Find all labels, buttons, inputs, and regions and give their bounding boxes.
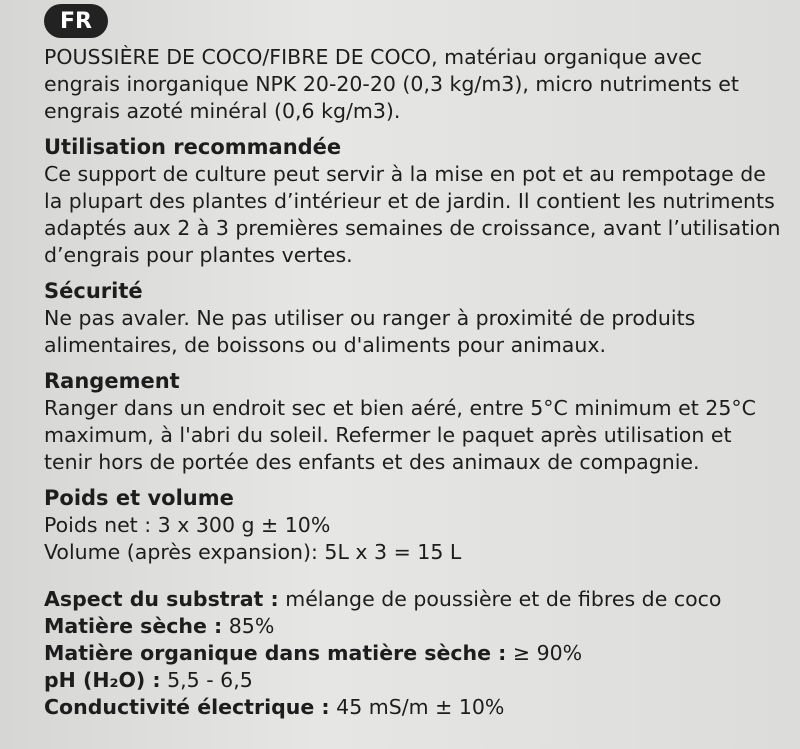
property-value: mélange de poussière et de fibres de coco <box>278 587 722 611</box>
section-text: Ne pas avaler. Ne pas utiliser ou ranger à proximité de produits alimentaires, de boissons ou d'aliments pour animaux. <box>44 306 696 357</box>
section-title: Sécurité <box>44 279 143 303</box>
language-badge: FR <box>44 4 108 38</box>
section-securite <box>44 277 784 359</box>
net-weight: Poids net : 3 x 300 g ± 10% <box>44 513 331 537</box>
property-value: 85% <box>222 614 275 638</box>
property-value: ≥ 90% <box>506 641 583 665</box>
section-text: Ce support de culture peut servir à la mise en pot et au rempotage de la plupart des plantes d’intérieur et de jardin. Il contient les nutriments adaptés aux 2 à 3 premières semaines de croissance, avant l’utilisation d’engrais pour plantes vertes. <box>44 162 781 267</box>
section-title: Poids et volume <box>44 486 234 510</box>
property-label: Aspect du substrat : <box>44 587 279 611</box>
section-rangement <box>44 367 784 476</box>
label-content <box>44 44 784 721</box>
property-row <box>44 613 784 640</box>
property-row <box>44 640 784 667</box>
property-label: Matière sèche : <box>44 614 223 638</box>
volume: Volume (après expansion): 5L x 3 = 15 L <box>44 540 462 564</box>
property-label: pH (H₂O) : <box>44 668 161 692</box>
section-title: Utilisation recommandée <box>44 135 342 159</box>
property-row <box>44 586 784 613</box>
property-row <box>44 667 784 694</box>
intro-text: POUSSIÈRE DE COCO/FIBRE DE COCO, matériau organique avec engrais inorganique NPK 20-20-20 (0,3 kg/m3), micro nutriments et engrais azoté minéral (0,6 kg/m3). <box>44 45 739 123</box>
section-poids <box>44 484 784 566</box>
section-title: Rangement <box>44 369 180 393</box>
substrate-properties <box>44 586 784 721</box>
section-utilisation <box>44 133 784 269</box>
property-value: 5,5 - 6,5 <box>160 668 253 692</box>
property-label: Conductivité électrique : <box>44 695 330 719</box>
property-label: Matière organique dans matière sèche : <box>44 641 507 665</box>
property-value: 45 mS/m ± 10% <box>329 695 505 719</box>
section-text: Ranger dans un endroit sec et bien aéré, entre 5°C minimum et 25°C maximum, à l'abri du soleil. Refermer le paquet après utilisation et tenir hors de portée des enfants et des animaux de compagnie. <box>44 396 756 474</box>
property-row <box>44 694 784 721</box>
